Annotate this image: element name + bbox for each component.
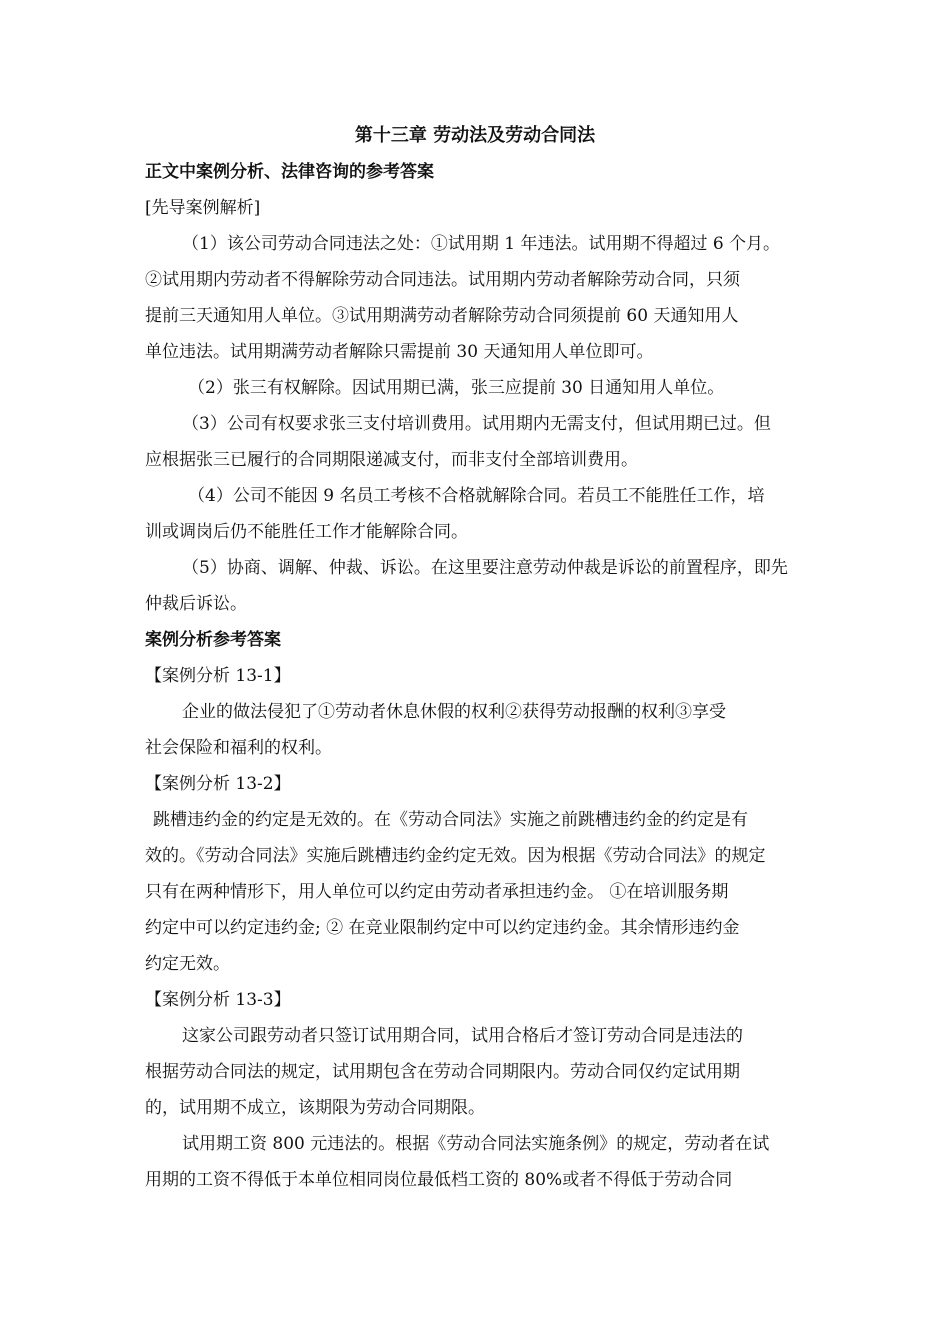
paragraph-line: 约定无效。 — [145, 954, 230, 974]
paragraph-line: 训或调岗后仍不能胜任工作才能解除合同。 — [145, 522, 468, 542]
paragraph-line: （3）公司有权要求张三支付培训费用。试用期内无需支付，但试用期已过。但 — [182, 414, 771, 434]
paragraph-line: ②试用期内劳动者不得解除劳动合同违法。试用期内劳动者解除劳动合同，只须 — [145, 270, 740, 290]
subtitle: 正文中案例分析、法律咨询的参考答案 — [145, 162, 434, 182]
paragraph-line: 这家公司跟劳动者只签订试用期合同，试用合格后才签订劳动合同是违法的 — [182, 1026, 743, 1046]
paragraph-line: 试用期工资 800 元违法的。根据《劳动合同法实施条例》的规定，劳动者在试 — [182, 1134, 770, 1154]
paragraph-line: 应根据张三已履行的合同期限递减支付，而非支付全部培训费用。 — [145, 450, 638, 470]
paragraph-line: （2）张三有权解除。因试用期已满，张三应提前 30 日通知用人单位。 — [188, 378, 725, 398]
paragraph-line: 只有在两种情形下，用人单位可以约定由劳动者承担违约金。 ①在培训服务期 — [145, 882, 729, 902]
paragraph-line: 仲裁后诉讼。 — [145, 594, 247, 614]
paragraph-line: 效的。《劳动合同法》实施后跳槽违约金约定无效。因为根据《劳动合同法》的规定 — [145, 846, 766, 866]
paragraph-line: （4）公司不能因 9 名员工考核不合格就解除合同。若员工不能胜任工作，培 — [188, 486, 765, 506]
paragraph-line: 的，试用期不成立，该期限为劳动合同期限。 — [145, 1098, 485, 1118]
paragraph-line: 约定中可以约定违约金; ② 在竞业限制约定中可以约定违约金。其余情形违约金 — [145, 918, 740, 938]
lead-section-heading: [先导案例解析] — [145, 198, 261, 218]
paragraph-line: 用期的工资不得低于本单位相同岗位最低档工资的 80%或者不得低于劳动合同 — [145, 1170, 733, 1190]
case-label: 【案例分析 13-1】 — [145, 666, 291, 686]
case-label: 【案例分析 13-3】 — [145, 990, 291, 1010]
case-section-heading: 案例分析参考答案 — [145, 630, 281, 650]
paragraph-line: （1）该公司劳动合同违法之处：①试用期 1 年违法。试用期不得超过 6 个月。 — [182, 234, 781, 254]
paragraph-line: （5）协商、调解、仲裁、诉讼。在这里要注意劳动仲裁是诉讼的前置程序，即先 — [182, 558, 788, 578]
paragraph-line: 社会保险和福利的权利。 — [145, 738, 332, 758]
paragraph-line: 提前三天通知用人单位。③试用期满劳动者解除劳动合同须提前 60 天通知用人 — [145, 306, 739, 326]
paragraph-line: 根据劳动合同法的规定，试用期包含在劳动合同期限内。劳动合同仅约定试用期 — [145, 1062, 740, 1082]
paragraph-line: 跳槽违约金的约定是无效的。在《劳动合同法》实施之前跳槽违约金的约定是有 — [153, 810, 748, 830]
chapter-title: 第十三章 劳动法及劳动合同法 — [354, 125, 596, 146]
paragraph-line: 企业的做法侵犯了①劳动者休息休假的权利②获得劳动报酬的权利③享受 — [182, 702, 726, 722]
case-label: 【案例分析 13-2】 — [145, 774, 291, 794]
paragraph-line: 单位违法。试用期满劳动者解除只需提前 30 天通知用人单位即可。 — [145, 342, 654, 362]
